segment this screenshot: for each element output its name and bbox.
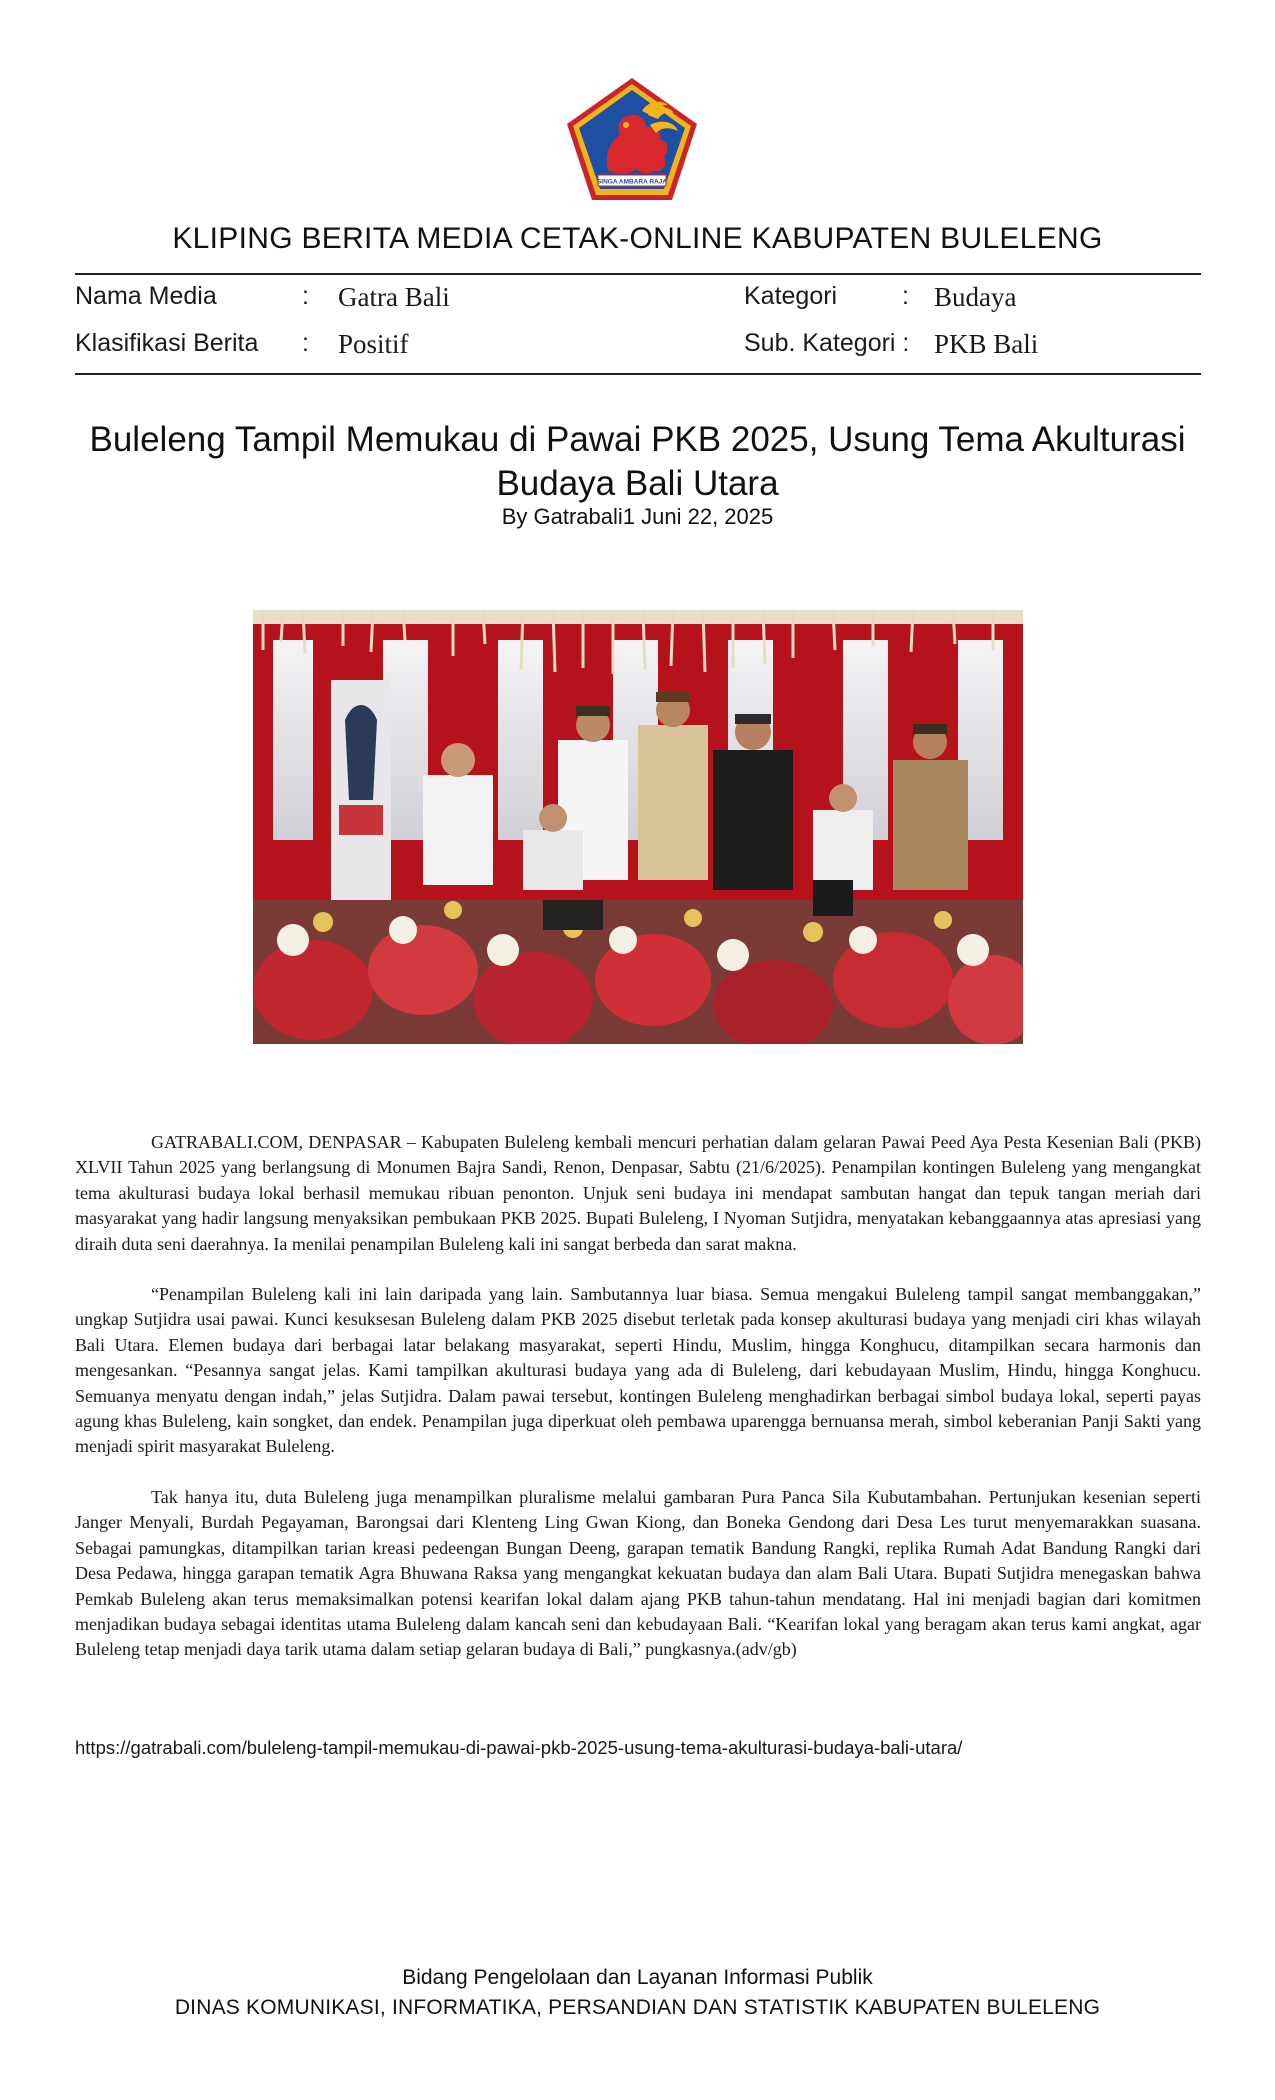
- klasifikasi-colon: :: [302, 329, 309, 357]
- nama-media-colon: :: [302, 282, 309, 310]
- nama-media-label: Nama Media: [75, 282, 217, 310]
- kategori-label: Kategori: [744, 282, 838, 310]
- logo-motto: SINGA AMBARA RAJA: [596, 178, 668, 186]
- sub-kategori-label: Sub. Kategori :: [744, 329, 910, 357]
- klasifikasi-value: Positif: [338, 329, 409, 359]
- top-rule: [75, 273, 1201, 275]
- parade-photo: [253, 610, 1023, 1044]
- footer-agency: DINAS KOMUNIKASI, INFORMATIKA, PERSANDIAN DAN STATISTIK KABUPATEN BULELENG: [174, 1996, 1101, 2019]
- source-url[interactable]: https://gatrabali.com/buleleng-tampil-memukau-di-pawai-pkb-2025-usung-tema-akulturasi-budaya-bali-utara/: [75, 1737, 963, 1758]
- footer-division: Bidang Pengelolaan dan Layanan Informasi Publik: [402, 1966, 873, 1989]
- kliping-title: KLIPING BERITA MEDIA CETAK-ONLINE KABUPATEN BULELENG: [172, 222, 1103, 255]
- kategori-colon: :: [902, 282, 909, 310]
- sub-kategori-value: PKB Bali: [934, 329, 1039, 359]
- article-byline: By Gatrabali1 Juni 22, 2025: [501, 504, 774, 529]
- kabupaten-buleleng-logo: [564, 75, 700, 203]
- bottom-rule: [75, 373, 1201, 375]
- article-paragraph: “Penampilan Buleleng kali ini lain daripada yang lain. Sambutannya luar biasa. Semua mengakui Buleleng tampil sangat membanggakan,” ungkap Sutjidra usai pawai. Kunci kesuksesan Buleleng dalam PKB 2025 disebut terletak pada konsep akulturasi budaya yang menjadi ciri khas wilayah Bali Utara. Elemen budaya dari berbagai latar belakang masyarakat, seperti Hindu, Muslim, hingga Konghucu, ditampilkan secara harmonis dan mengesankan. “Pesannya sangat jelas. Kami tampilkan akulturasi budaya yang ada di Buleleng, dari kebudayaan Muslim, Hindu, hingga Konghucu. Semuanya menyatu dengan indah,” jelas Sutjidra. Dalam pawai tersebut, kontingen Buleleng menghadirkan berbagai simbol budaya lokal, seperti payas agung khas Buleleng, kain songket, dan endek. Penampilan juga diperkuat oleh pembawa uparengga bernuansa merah, simbol keberanian Panji Sakti yang menjadi spirit masyarakat Buleleng.: [75, 1284, 1201, 1457]
- article-paragraph: GATRABALI.COM, DENPASAR – Kabupaten Buleleng kembali mencuri perhatian dalam gelaran Pawai Peed Aya Pesta Kesenian Bali (PKB) XLVII Tahun 2025 yang berlangsung di Monumen Bajra Sandi, Renon, Denpasar, Sabtu (21/6/2025). Penampilan kontingen Buleleng yang mengangkat tema akulturasi budaya lokal berhasil memukau ribuan penonton. Unjuk seni budaya ini mendapat sambutan hangat dan tepuk tangan meriah dari masyarakat yang hadir langsung menyaksikan pembukaan PKB 2025. Bupati Buleleng, I Nyoman Sutjidra, menyatakan kebanggaannya atas apresiasi yang diraih duta seni daerahnya. Ia menilai penampilan Buleleng kali ini sangat berbeda dan sarat makna.: [75, 1132, 1201, 1254]
- klasifikasi-label: Klasifikasi Berita: [75, 329, 259, 357]
- article-paragraph: Tak hanya itu, duta Buleleng juga menampilkan pluralisme melalui gambaran Pura Panca Sila Kubutambahan. Pertunjukan kesenian seperti Janger Menyali, Burdah Pegayaman, Barongsai dari Klenteng Ling Gwan Kiong, dan Boneka Gendong dari Desa Les turut menyemarakkan suasana. Sebagai pamungkas, ditampilkan tarian kreasi pedeengan Bungan Deeng, garapan tematik Bandung Rangki, replika Rumah Adat Bandung Rangki dari Desa Pedawa, hingga garapan tematik Agra Bhuwana Raksa yang mengangkat kekuatan budaya dan alam Bali Utara. Bupati Sutjidra menegaskan bahwa Pemkab Buleleng akan terus memaksimalkan potensi kearifan lokal dalam ajang PKB tahun-tahun mendatang. Hal ini menjadi bagian dari komitmen menjadikan budaya sebagai identitas utama Buleleng dalam kancah seni dan kebudayaan Bali. “Kearifan lokal yang beragam akan terus kami angkat, agar Buleleng tetap menjadi daya tarik utama dalam setiap gelaran budaya di Bali,” pungkasnya.(adv/gb): [75, 1486, 1201, 1660]
- article-headline: Buleleng Tampil Memukau di Pawai PKB 2025, Usung Tema Akulturasi Budaya Bali Utara: [89, 420, 1186, 503]
- kategori-value: Budaya: [934, 282, 1017, 312]
- nama-media-value: Gatra Bali: [338, 282, 450, 312]
- article-body: [75, 1130, 1201, 1688]
